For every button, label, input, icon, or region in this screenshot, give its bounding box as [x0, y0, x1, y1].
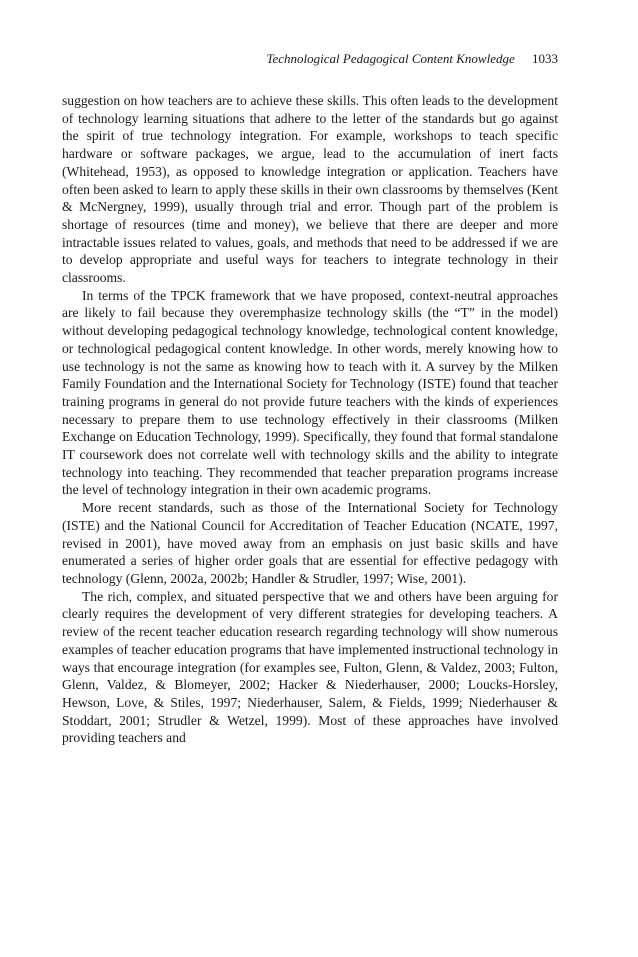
running-head-title: Technological Pedagogical Content Knowledge [266, 51, 515, 66]
paragraph-tpck-framework: In terms of the TPCK framework that we have proposed, context-neutral approaches are likely to fail because they overemphasize technology skills (the “T” in the model) without developing pedagogical technology knowledge, technological content knowledge, or technological pedagogical content knowledge. In other words, merely knowing how to use technology is not the same as knowing how to teach with it. A survey by the Milken Family Foundation and the International Society for Technology (ISTE) found that teacher training programs in general do not provide future teachers with the kinds of experiences necessary to prepare them to use technology effectively in their classrooms (Milken Exchange on Education Technology, 1999). Specifically, they found that formal standalone IT coursework does not correlate well with technology skills and the ability to integrate technology into teaching. They recommended that teacher preparation programs increase the level of technology integration in their own academic programs. [62, 287, 558, 498]
paragraph-recent-standards: More recent standards, such as those of the International Society for Technology (ISTE) and the National Council for Accreditation of Teacher Education (NCATE, 1997, revised in 2001), have moved away from an emphasis on just basic skills and have enumerated a series of higher order goals that are essential for effective pedagogy with technology (Glenn, 2002a, 2002b; Handler & Strudler, 1997; Wise, 2001). [62, 500, 558, 586]
page-number: 1033 [532, 51, 558, 66]
paragraph-continued: suggestion on how teachers are to achieve these skills. This often leads to the development of technology learning situations that adhere to the letter of the standards but go against the spirit of true technology integration. For example, workshops to teach specific hardware or software packages, we argue, lead to the accumulation of inert facts (Whitehead, 1953), as opposed to knowledge integration or application. Teachers have often been asked to learn to apply these skills in their own classrooms by themselves (Kent & McNergney, 1999), usually through trial and error. Though part of the problem is shortage of resources (time and money), we believe that there are deeper and more intractable issues related to values, goals, and methods that need to be addressed if we are to develop appropriate and useful ways for teachers to integrate technology in their classrooms. [62, 93, 558, 286]
journal-page [62, 0, 558, 957]
body-text [62, 92, 558, 747]
running-head [266, 51, 558, 67]
paragraph-situated-perspective: The rich, complex, and situated perspective that we and others have been arguing for clearly requires the development of very different strategies for developing teachers. A review of the recent teacher education research regarding technology will show numerous examples of teacher education programs that have implemented instructional technology in ways that encourage integration (for examples see, Fulton, Glenn, & Valdez, 2003; Fulton, Glenn, Valdez, & Blomeyer, 2002; Hacker & Niederhauser, 2000; Loucks-Horsley, Hewson, Love, & Stiles, 1997; Niederhauser, Salem, & Fields, 1999; Niederhauser & Stoddart, 2001; Strudler & Wetzel, 1999). Most of these approaches have involved providing teachers and [62, 588, 559, 746]
